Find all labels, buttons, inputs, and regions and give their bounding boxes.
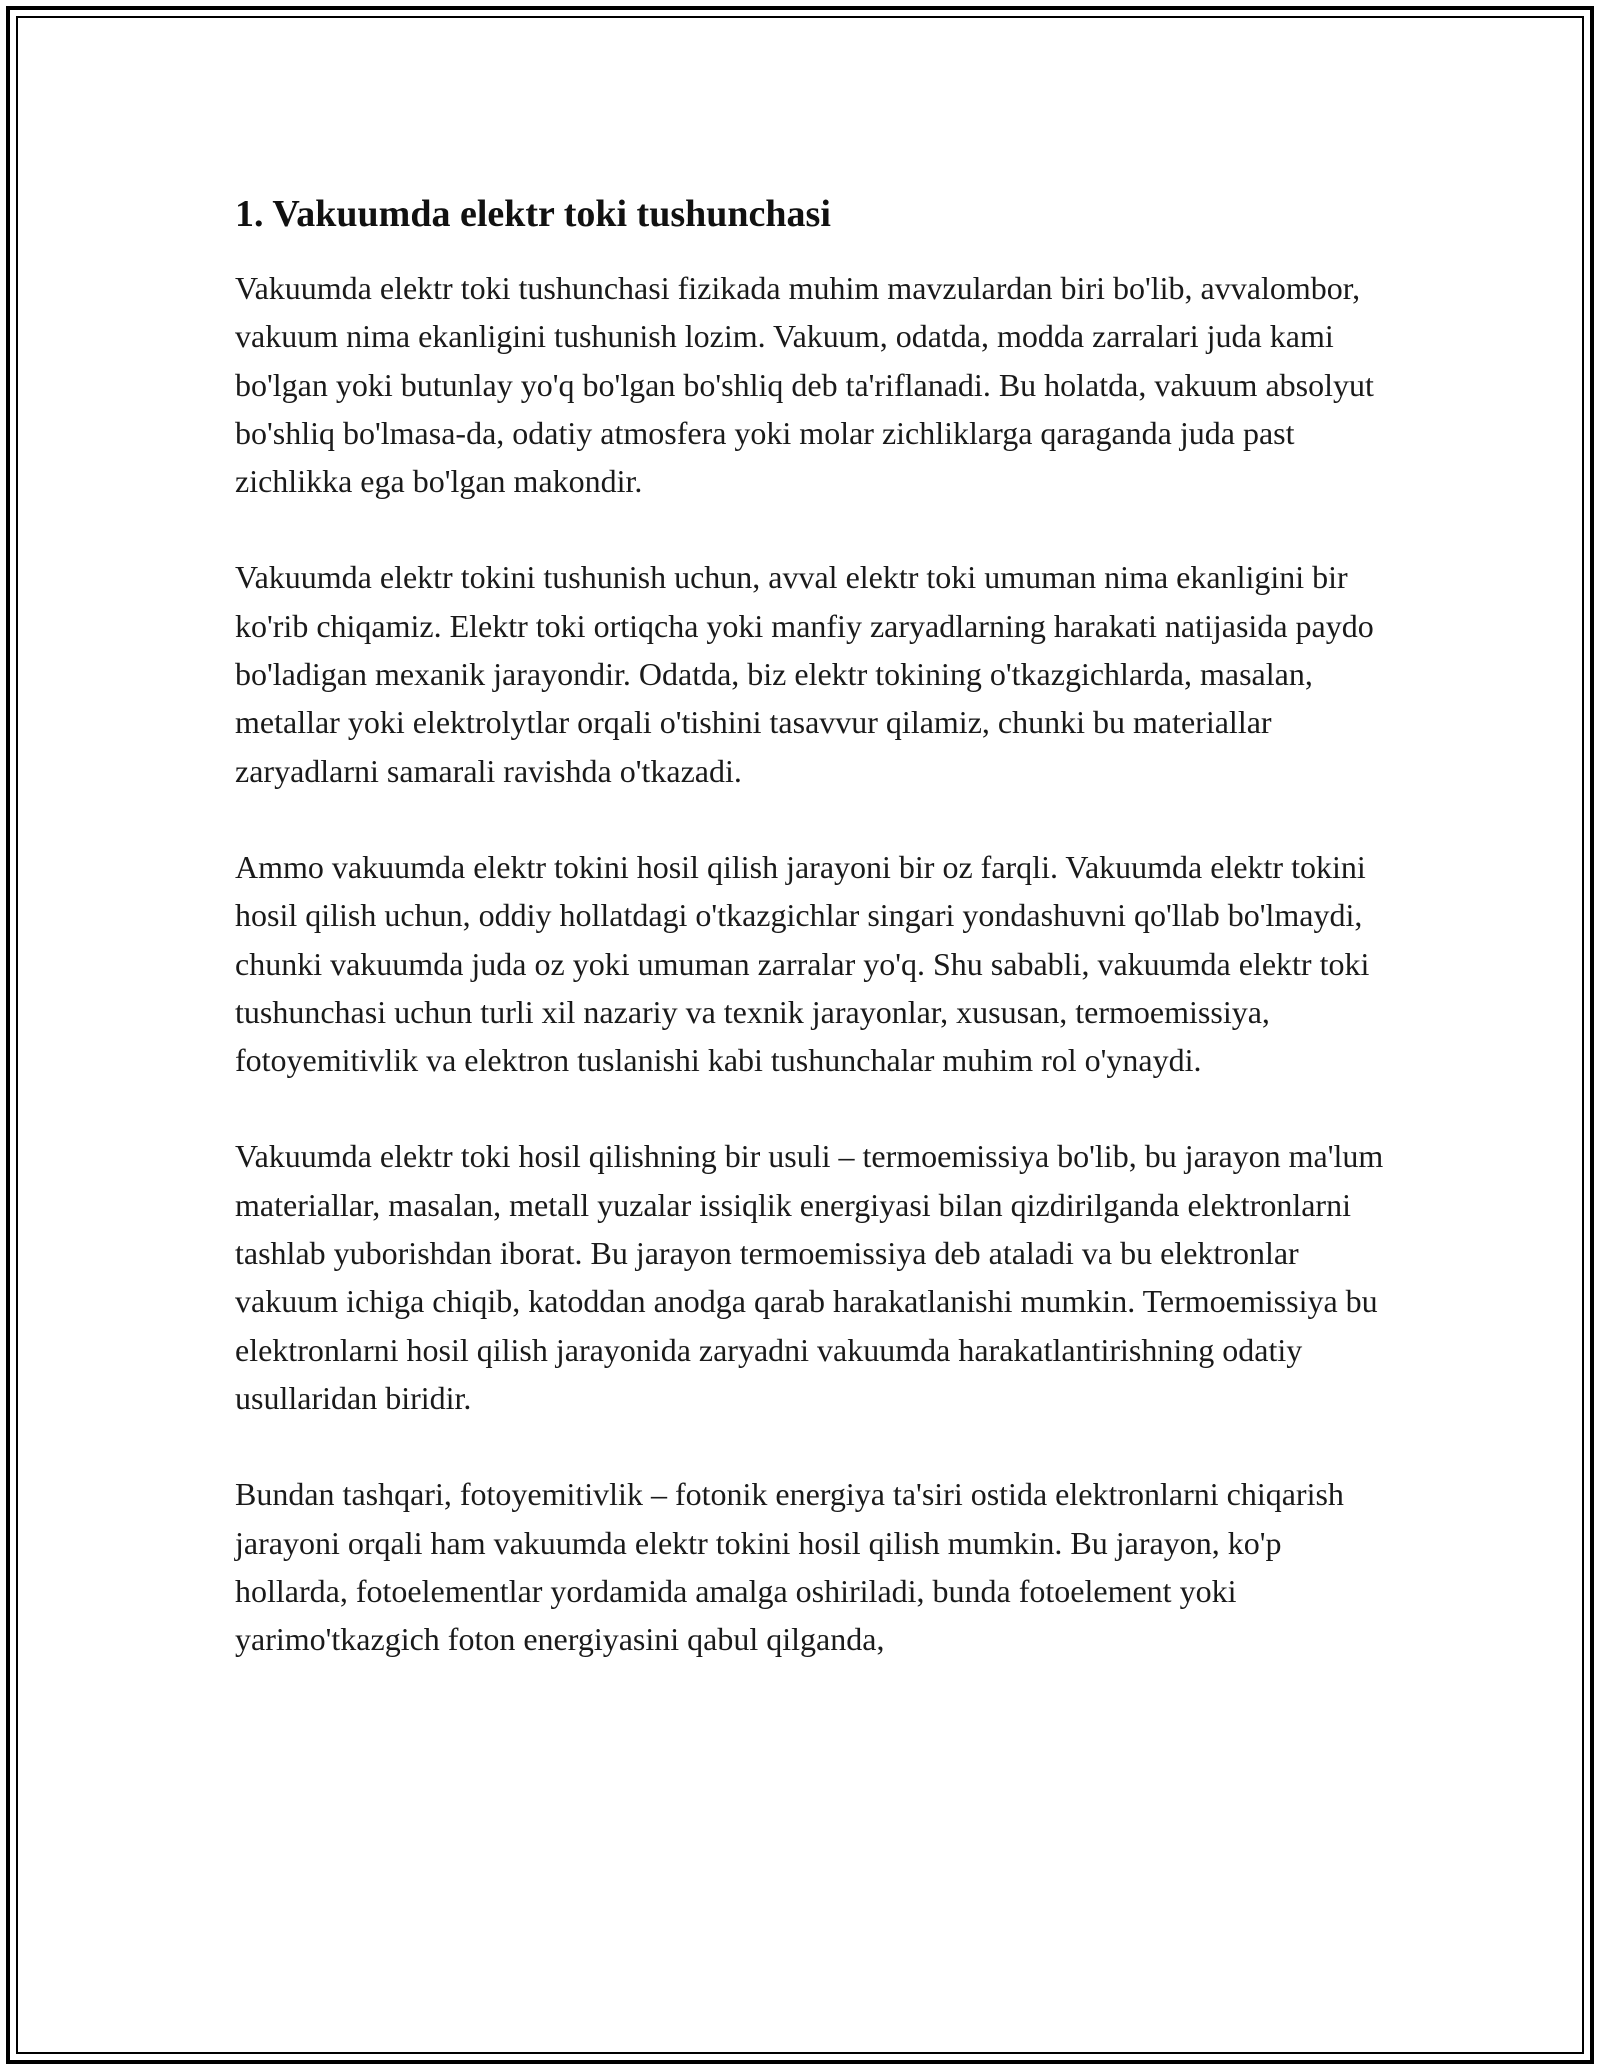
paragraph-1: Vakuumda elektr toki tushunchasi fizikada muhim mavzulardan biri bo'lib, avvalombor, vakuum nima ekanligini tushunish lozim. Vakuum, odatda, modda zarralari juda kami bo'lgan yoki butunlay yo'q bo'lgan bo'shliq deb ta'riflanadi. Bu holatda, vakuum absolyut bo'shliq bo'lmasa-da, odatiy atmosfera yoki molar zichliklarga qaraganda juda past zichlikka ega bo'lgan makondir. <box>235 270 1374 500</box>
section-heading: 1. Vakuumda elektr toki tushunchasi <box>235 193 831 235</box>
document-body <box>235 186 1395 1711</box>
paragraph-3: Ammo vakuumda elektr tokini hosil qilish jarayoni bir oz farqli. Vakuumda elektr tokini hosil qilish uchun, oddiy hollatdagi o'tkazgichlar singari yondashuvni qo'llab bo'lmaydi, chunki vakuumda juda oz yoki umuman zarralar yo'q. Shu sababli, vakuumda elektr toki tushunchasi uchun turli xil nazariy va texnik jarayonlar, xususan, termoemissiya, fotoyemitivlik va elektron tuslanishi kabi tushunchalar muhim rol o'ynaydi. <box>235 848 1370 1079</box>
paragraph-2: Vakuumda elektr tokini tushunish uchun, avval elektr toki umuman nima ekanligini bir ko'rib chiqamiz. Elektr toki ortiqcha yoki manfiy zaryadlarning harakati natijasida paydo bo'ladigan mexanik jarayondir. Odatda, biz elektr tokining o'tkazgichlarda, masalan, metallar yoki elektrolytlar orqali o'tishini tasavvur qilamiz, chunki bu materiallar zaryadlarni samarali ravishda o'tkazadi. <box>235 559 1374 789</box>
paragraph-5: Bundan tashqari, fotoyemitivlik – fotonik energiya ta'siri ostida elektronlarni chiqarish jarayoni orqali ham vakuumda elektr tokini hosil qilish mumkin. Bu jarayon, ko'p hollarda, fotoelementlar yordamida amalga oshiriladi, bunda fotoelement yoki yarimo'tkazgich foton energiyasini qabul qilganda, <box>235 1476 1344 1658</box>
paragraph-4: Vakuumda elektr toki hosil qilishning bir usuli – termoemissiya bo'lib, bu jarayon ma'lum materiallar, masalan, metall yuzalar issiqlik energiyasi bilan qizdirilganda elektronlarni tashlab yuborishdan iborat. Bu jarayon termoemissiya deb ataladi va bu elektronlar vakuum ichiga chiqib, katoddan anodga qarab harakatlanishi mumkin. Termoemissiya bu elektronlarni hosil qilish jarayonida zaryadni vakuumda harakatlantirishning odatiy usullaridan biridir. <box>235 1138 1384 1416</box>
